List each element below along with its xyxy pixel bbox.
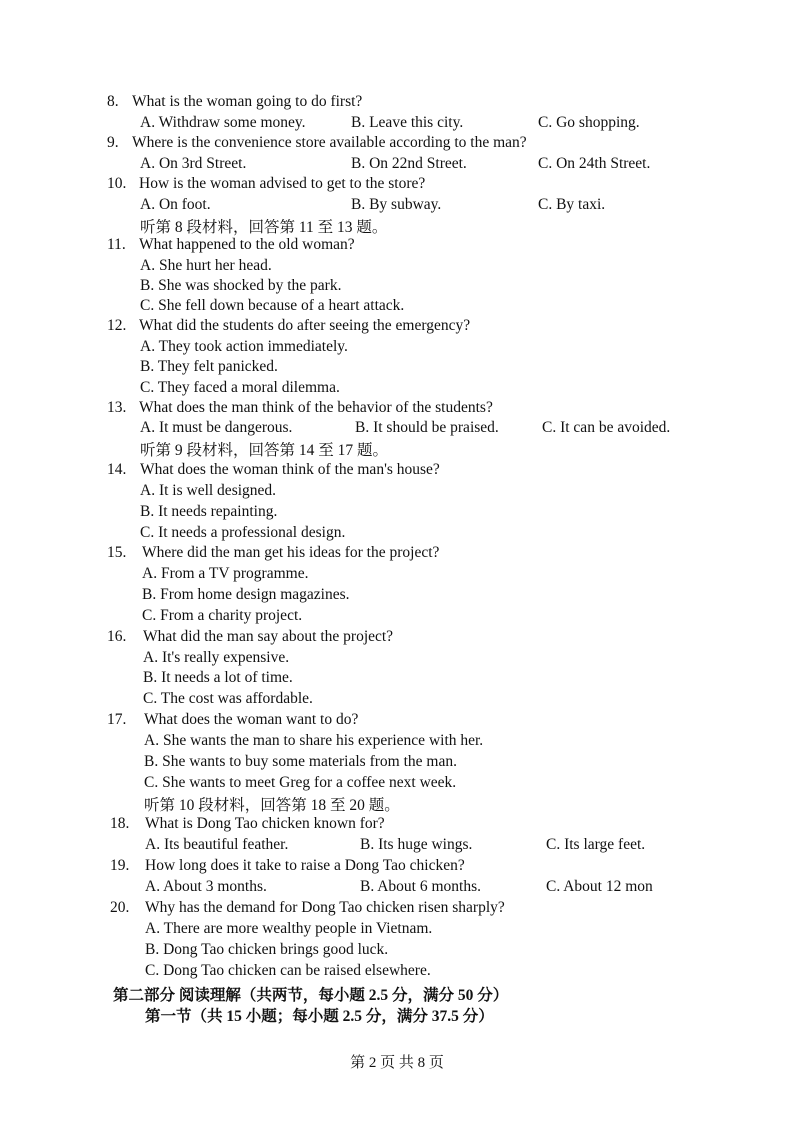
- option-a: A. She wants the man to share his experience with her.: [144, 732, 484, 749]
- option-b: B. About 6 months.: [360, 878, 482, 895]
- question-number: 15.: [107, 544, 127, 561]
- question-text: Where is the convenience store available according to the man?: [132, 134, 527, 151]
- option-b: B. It needs a lot of time.: [143, 669, 293, 686]
- option-c: C. Its large feet.: [546, 836, 646, 853]
- question-text: Where did the man get his ideas for the project?: [142, 544, 440, 561]
- option-b: B. Leave this city.: [351, 114, 464, 131]
- question-number: 10.: [107, 175, 127, 192]
- question-text: What does the woman think of the man's house?: [140, 461, 440, 478]
- option-b: B. She was shocked by the park.: [140, 277, 342, 294]
- question-text: What is the woman going to do first?: [132, 93, 363, 110]
- question-number: 8.: [107, 93, 119, 110]
- question-text: How long does it take to raise a Dong Tao chicken?: [145, 857, 465, 874]
- option-a: A. On foot.: [140, 196, 211, 213]
- option-c: C. It can be avoided.: [542, 419, 671, 436]
- page-footer: 第 2 页 共 8 页: [350, 1055, 444, 1071]
- option-c: C. On 24th Street.: [538, 155, 651, 172]
- option-a: A. It must be dangerous.: [140, 419, 293, 436]
- listening-note-10: 听第 10 段材料，回答第 18 至 20 题。: [144, 797, 400, 814]
- option-b: B. It should be praised.: [355, 419, 499, 436]
- option-c: C. The cost was affordable.: [143, 690, 313, 707]
- question-text: What is Dong Tao chicken known for?: [145, 815, 385, 832]
- option-a: A. It's really expensive.: [143, 649, 290, 666]
- option-b: B. Its huge wings.: [360, 836, 473, 853]
- option-a: A. They took action immediately.: [140, 338, 348, 355]
- question-number: 20.: [110, 899, 130, 916]
- option-b: B. Dong Tao chicken brings good luck.: [145, 941, 389, 958]
- option-b: B. From home design magazines.: [142, 586, 350, 603]
- option-b: B. By subway.: [351, 196, 442, 213]
- question-number: 19.: [110, 857, 130, 874]
- option-b: B. She wants to buy some materials from the man.: [144, 753, 457, 770]
- option-c: C. It needs a professional design.: [140, 524, 346, 541]
- listening-note-9: 听第 9 段材料，回答第 14 至 17 题。: [140, 442, 389, 459]
- option-a: A. There are more wealthy people in Vietnam.: [145, 920, 433, 937]
- question-text: What did the students do after seeing the emergency?: [139, 317, 471, 334]
- option-c: C. From a charity project.: [142, 607, 303, 624]
- question-number: 14.: [107, 461, 127, 478]
- question-number: 12.: [107, 317, 127, 334]
- question-number: 9.: [107, 134, 119, 151]
- question-number: 17.: [107, 711, 127, 728]
- part-two-title: 第二部分 阅读理解（共两节，每小题 2.5 分，满分 50 分）: [113, 987, 509, 1004]
- option-c: C. Go shopping.: [538, 114, 640, 131]
- option-a: A. It is well designed.: [140, 482, 277, 499]
- question-text: How is the woman advised to get to the store?: [139, 175, 426, 192]
- option-c: C. She wants to meet Greg for a coffee next week.: [144, 774, 457, 791]
- question-text: Why has the demand for Dong Tao chicken risen sharply?: [145, 899, 505, 916]
- question-text: What does the man think of the behavior of the students?: [139, 399, 493, 416]
- listening-note-8: 听第 8 段材料，回答第 11 至 13 题。: [140, 219, 388, 236]
- option-a: A. About 3 months.: [145, 878, 267, 895]
- option-b: B. On 22nd Street.: [351, 155, 467, 172]
- question-text: What did the man say about the project?: [143, 628, 394, 645]
- option-b: B. They felt panicked.: [140, 358, 278, 375]
- option-c: C. Dong Tao chicken can be raised elsewhere.: [145, 962, 431, 979]
- section-one-title: 第一节（共 15 小题；每小题 2.5 分，满分 37.5 分）: [145, 1008, 494, 1025]
- question-number: 16.: [107, 628, 127, 645]
- option-a: A. Withdraw some money.: [140, 114, 306, 131]
- question-text: What happened to the old woman?: [139, 236, 355, 253]
- option-a: A. On 3rd Street.: [140, 155, 247, 172]
- question-number: 11.: [107, 236, 126, 253]
- option-c: C. She fell down because of a heart attack.: [140, 297, 405, 314]
- question-number: 13.: [107, 399, 127, 416]
- option-a: A. From a TV programme.: [142, 565, 309, 582]
- option-b: B. It needs repainting.: [140, 503, 278, 520]
- option-c: C. They faced a moral dilemma.: [140, 379, 340, 396]
- option-c: C. About 12 mon: [546, 878, 653, 895]
- option-a: A. Its beautiful feather.: [145, 836, 289, 853]
- question-text: What does the woman want to do?: [144, 711, 359, 728]
- option-a: A. She hurt her head.: [140, 257, 272, 274]
- question-number: 18.: [110, 815, 130, 832]
- option-c: C. By taxi.: [538, 196, 606, 213]
